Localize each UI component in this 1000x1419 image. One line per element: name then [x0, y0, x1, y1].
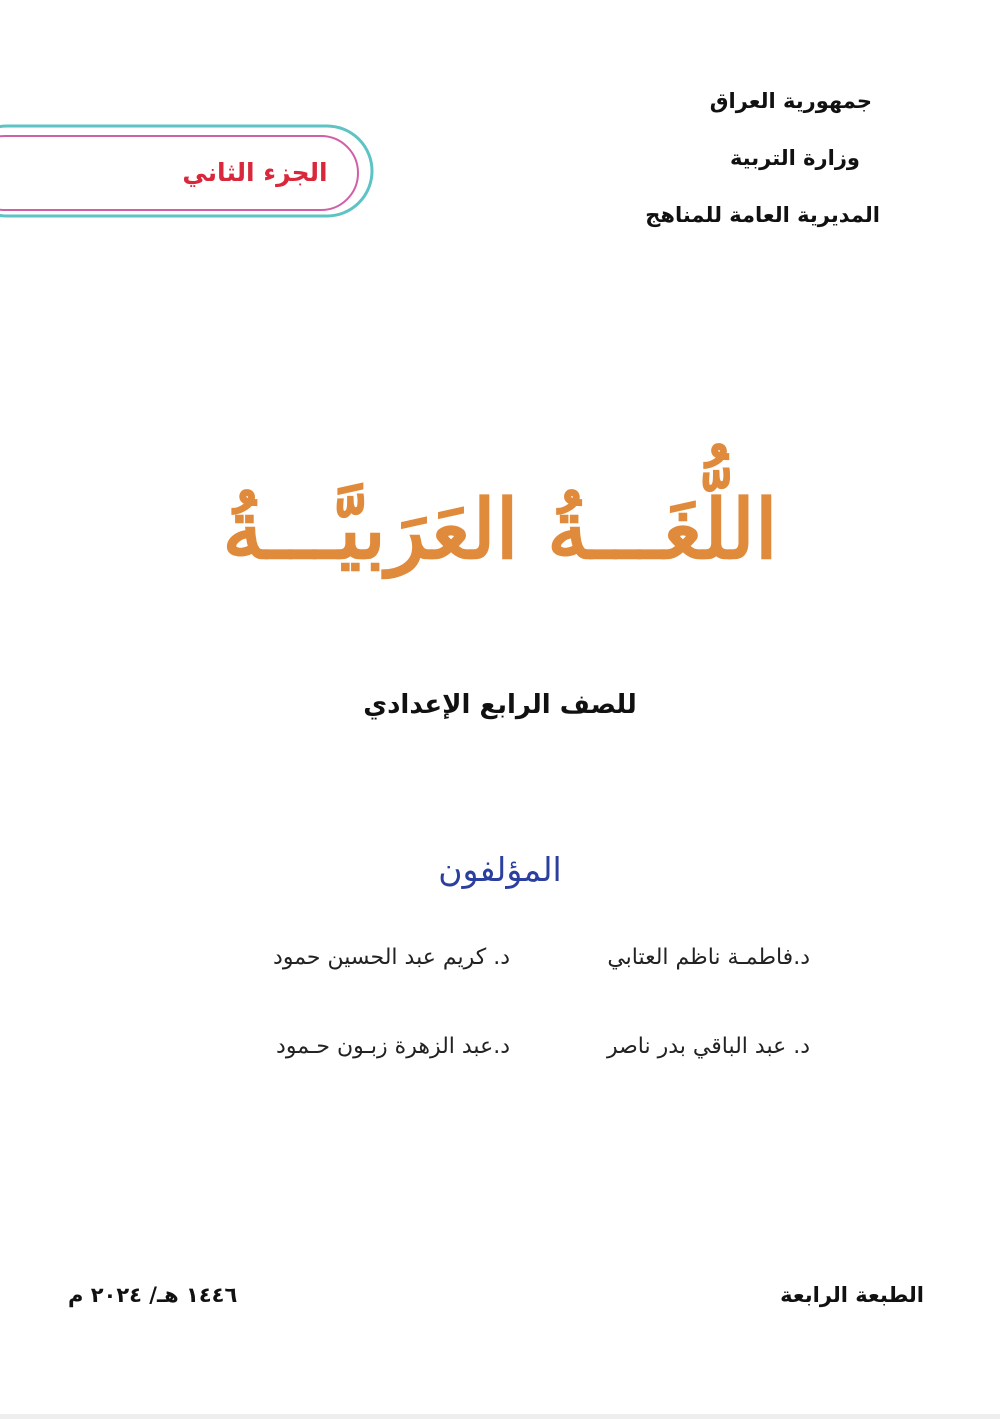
author-name: د.عبد الزهرة زبـون حـمود: [276, 1034, 510, 1059]
ministry-header: [452, 86, 880, 257]
ministry-name: وزارة التربية: [729, 146, 860, 170]
author-name: د. كريم عبد الحسين حمود: [273, 945, 510, 970]
directorate-name: المديرية العامة للمناهج: [645, 203, 880, 227]
republic-name: جمهورية العراق: [709, 89, 872, 113]
grade-level: للصف الرابع الإعدادي: [363, 690, 637, 720]
author-name: د. عبد الباقي بدر ناصر: [606, 1034, 810, 1059]
author-name: د.فاطمـة ناظم العتابي: [607, 945, 810, 970]
page-bottom-edge: [0, 1414, 1000, 1419]
edition-label: الطبعة الرابعة: [780, 1283, 924, 1307]
authors-heading: المؤلفون: [438, 850, 562, 889]
part-label: الجزء الثاني: [182, 158, 328, 187]
book-title: اللُّغَـــةُ العَرَبيَّـــةُ: [222, 482, 778, 578]
publication-date: ١٤٤٦ هـ/ ٢٠٢٤ م: [68, 1283, 238, 1307]
